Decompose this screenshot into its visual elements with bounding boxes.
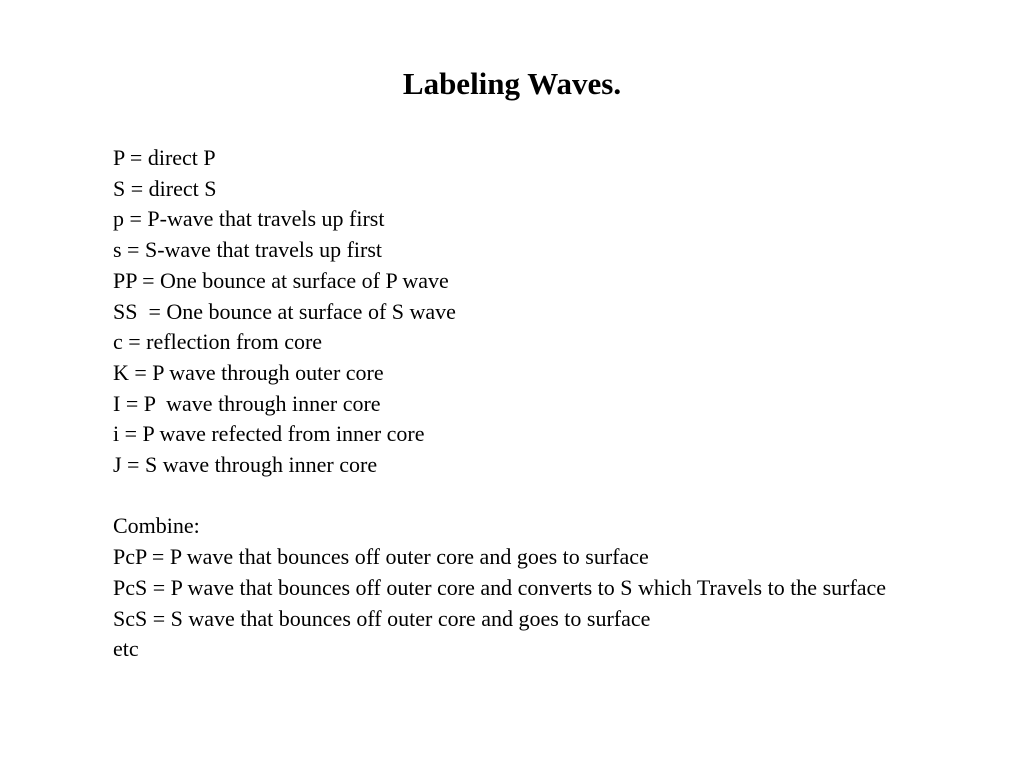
spacer	[113, 481, 913, 512]
slide-body	[113, 143, 913, 665]
definition-item: i = P wave refected from inner core	[113, 421, 425, 447]
combine-section	[113, 511, 913, 665]
closing-text: etc	[113, 636, 139, 662]
definition-item: S = direct S	[113, 175, 217, 201]
definitions-list	[113, 143, 913, 481]
definition-item: K = P wave through outer core	[113, 359, 384, 385]
slide-title: Labeling Waves.	[402, 66, 622, 101]
definition-item: SS = One bounce at surface of S wave	[113, 298, 456, 324]
combination-item: PcP = P wave that bounces off outer core and goes to surface	[113, 544, 649, 570]
combine-heading: Combine:	[113, 513, 200, 539]
definition-item: s = S-wave that travels up first	[113, 237, 383, 263]
definition-item: P = direct P	[113, 145, 216, 170]
definition-item: PP = One bounce at surface of P wave	[113, 267, 449, 293]
combination-item: ScS = S wave that bounces off outer core and goes to surface	[113, 605, 651, 631]
definition-item: J = S wave through inner core	[113, 452, 378, 478]
definition-item: I = P wave through inner core	[113, 390, 381, 416]
definition-item: c = reflection from core	[113, 329, 323, 355]
definition-item: p = P-wave that travels up first	[113, 206, 385, 232]
combination-item: PcS = P wave that bounces off outer core and converts to S which Travels to the surface	[113, 574, 887, 600]
